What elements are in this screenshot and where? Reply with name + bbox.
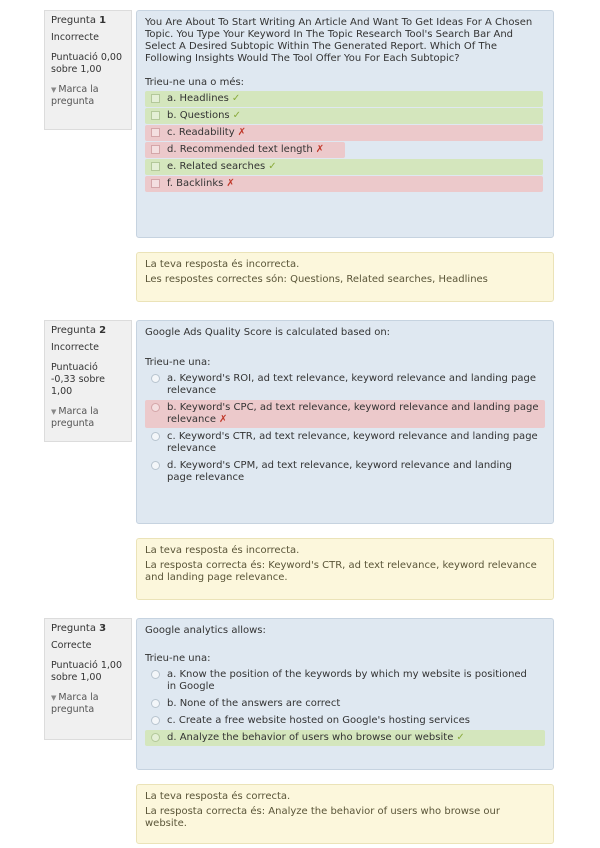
flag-icon: ▼: [51, 408, 57, 416]
question-outcome: [136, 538, 554, 600]
answer-options: [145, 667, 545, 746]
checkbox[interactable]: [151, 162, 160, 171]
answer-options: [145, 91, 545, 192]
right-answer: La resposta correcta és: Analyze the behavior of users who browse our website.: [145, 806, 500, 829]
question-number: Pregunta 1: [51, 15, 107, 26]
question-text: Google Ads Quality Score is calculated based on:: [145, 327, 391, 338]
radio-button[interactable]: [151, 403, 160, 412]
question-text: Google analytics allows:: [145, 625, 266, 636]
answer-option[interactable]: d. Analyze the behavior of users who browse our website ✓: [145, 730, 545, 746]
answer-prompt: Trieu-ne una o més:: [145, 77, 245, 88]
radio-button[interactable]: [151, 670, 160, 679]
right-answer: La resposta correcta és: Keyword's CTR, ad text relevance, keyword relevance and landing page relevance.: [145, 560, 537, 583]
answer-option[interactable]: d. Keyword's CPM, ad text relevance, keyword relevance and landing page relevance: [145, 458, 545, 486]
radio-button[interactable]: [151, 716, 160, 725]
cross-icon: ✗: [315, 144, 325, 155]
checkbox[interactable]: [151, 179, 160, 188]
answer-option[interactable]: a. Keyword's ROI, ad text relevance, keyword relevance and landing page relevance: [145, 371, 545, 399]
radio-button[interactable]: [151, 733, 160, 742]
answer-prompt: Trieu-ne una:: [145, 357, 211, 368]
answer-prompt: Trieu-ne una:: [145, 653, 211, 664]
right-answer: Les respostes correctes són: Questions, Related searches, Headlines: [145, 274, 488, 285]
checkbox[interactable]: [151, 145, 160, 154]
question-grade: Puntuació 0,00 sobre 1,00: [51, 52, 123, 75]
radio-button[interactable]: [151, 461, 160, 470]
flag-question-link[interactable]: ▼ Marca la pregunta: [51, 692, 99, 715]
check-icon: ✓: [456, 732, 465, 743]
radio-button[interactable]: [151, 374, 160, 383]
cross-icon: ✗: [219, 414, 228, 425]
outcome-feedback: La teva resposta és incorrecta.: [145, 259, 300, 270]
outcome-feedback: La teva resposta és incorrecta.: [145, 545, 300, 556]
flag-icon: ▼: [51, 86, 57, 94]
question-number: Pregunta 3: [51, 623, 107, 634]
answer-option[interactable]: c. Readability ✗: [145, 125, 543, 141]
flag-question-link[interactable]: ▼ Marca la pregunta: [51, 406, 99, 429]
check-icon: ✓: [268, 161, 277, 172]
checkbox[interactable]: [151, 128, 160, 137]
answer-option[interactable]: e. Related searches ✓: [145, 159, 543, 175]
question-grade: Puntuació -0,33 sobre 1,00: [51, 362, 105, 397]
radio-button[interactable]: [151, 432, 160, 441]
answer-option[interactable]: b. Questions ✓: [145, 108, 543, 124]
question-state: Incorrecte: [51, 342, 99, 353]
answer-option[interactable]: a. Know the position of the keywords by which my website is positioned in Google: [145, 667, 545, 695]
flag-question-link[interactable]: ▼ Marca la pregunta: [51, 84, 99, 107]
checkbox[interactable]: [151, 94, 160, 103]
question-info: [44, 320, 132, 442]
radio-button[interactable]: [151, 699, 160, 708]
question-grade: Puntuació 1,00 sobre 1,00: [51, 660, 123, 683]
question-outcome: [136, 252, 554, 302]
cross-icon: ✗: [237, 127, 247, 138]
question-info: [44, 618, 132, 740]
answer-option[interactable]: c. Create a free website hosted on Google's hosting services: [145, 713, 545, 729]
question-formulation: [136, 10, 554, 238]
answer-options: [145, 371, 545, 486]
answer-option[interactable]: c. Keyword's CTR, ad text relevance, keyword relevance and landing page relevance: [145, 429, 545, 457]
cross-icon: ✗: [226, 178, 235, 189]
answer-option[interactable]: b. None of the answers are correct: [145, 696, 545, 712]
check-icon: ✓: [232, 110, 242, 121]
answer-option[interactable]: d. Recommended text length ✗: [145, 142, 345, 158]
check-icon: ✓: [231, 93, 241, 104]
question-info: [44, 10, 132, 130]
flag-icon: ▼: [51, 694, 57, 702]
question-outcome: [136, 784, 554, 844]
answer-option[interactable]: f. Backlinks ✗: [145, 176, 543, 192]
answer-option[interactable]: b. Keyword's CPC, ad text relevance, keyword relevance and landing page relevance ✗: [145, 400, 545, 428]
outcome-feedback: La teva resposta és correcta.: [145, 791, 291, 802]
question-state: Incorrecte: [51, 32, 99, 43]
answer-option[interactable]: a. Headlines ✓: [145, 91, 543, 107]
checkbox[interactable]: [151, 111, 160, 120]
question-number: Pregunta 2: [51, 325, 107, 336]
question-state: Correcte: [51, 640, 92, 651]
question-formulation: [136, 618, 554, 770]
question-formulation: [136, 320, 554, 524]
question-text: You Are About To Start Writing An Article And Want To Get Ideas For A Chosen Topic. You Type Your Keyword In The Topic Research Tool's Search Bar And Select A Desired Subtopic Within The Generated Report. Which Of The Following Insights Would The Tool Offer You For Each Subtopic?: [145, 17, 533, 64]
